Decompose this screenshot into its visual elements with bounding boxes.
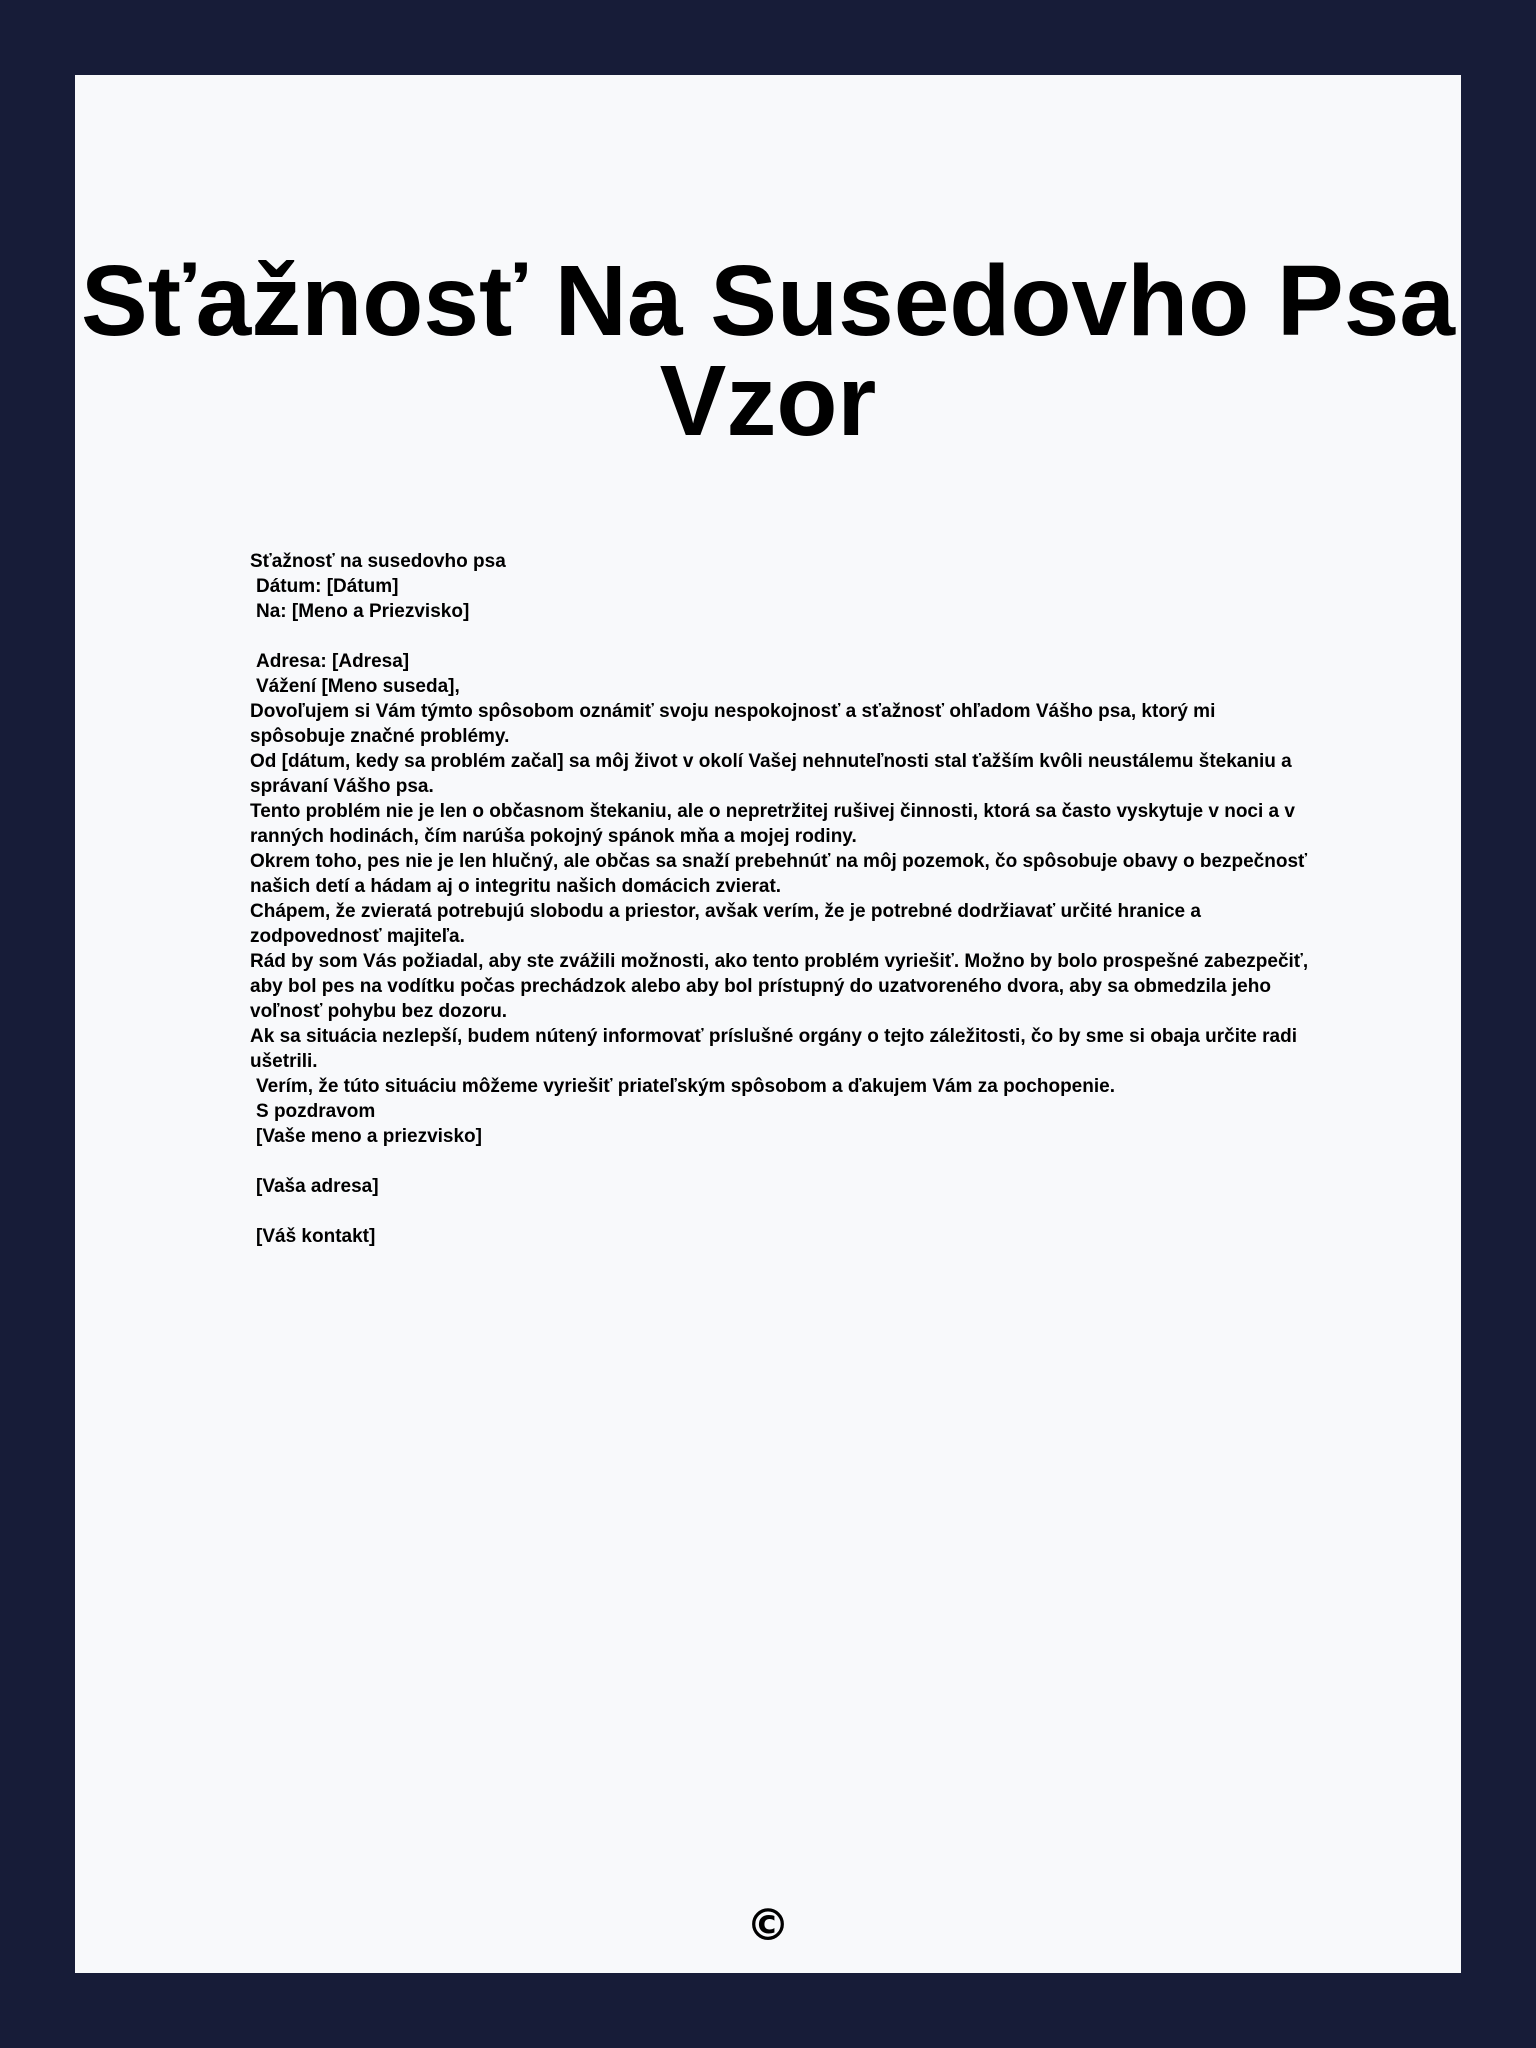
sender-name: [Vaše meno a priezvisko] (256, 1126, 482, 1147)
letter-date: Dátum: [Dátum] (256, 576, 399, 597)
letter-paragraph: Rád by som Vás požiadal, aby ste zvážili možnosti, ako tento problém vyriešiť. Možno by bolo prospešné zabezpečiť, aby bol pes na vodítku počas prechádzok alebo aby bol prístupný do uzatvoreného dvora, aby sa obmedzila jeho voľnosť pohybu bez dozoru. (250, 951, 1309, 1022)
letter-recipient: Na: [Meno a Priezvisko] (256, 601, 470, 622)
letter-salutation: Vážení [Meno suseda], (256, 676, 460, 697)
letter-paragraph: Ak sa situácia nezlepší, budem nútený informovať príslušné orgány o tejto záležitosti, čo by sme si obaja určite radi ušetrili. (250, 1026, 1297, 1072)
letter-paragraph: Od [dátum, kedy sa problém začal] sa môj život v okolí Vašej nehnuteľnosti stal ťažším kvôli neustálemu štekaniu a správaní Vášho psa. (250, 751, 1292, 797)
letter-body (250, 549, 1310, 1249)
sender-contact: [Váš kontakt] (256, 1226, 376, 1247)
page-title-line-1: Sťažnosť Na Susedovho Psa (81, 245, 1455, 357)
letter-paragraph: Dovoľujem si Vám týmto spôsobom oznámiť svoju nespokojnosť a sťažnosť ohľadom Vášho psa, ktorý mi spôsobuje značné problémy. (250, 701, 1216, 747)
letter-paragraph: Okrem toho, pes nie je len hlučný, ale občas sa snaží prebehnúť na môj pozemok, čo spôsobuje obavy o bezpečnosť našich detí a hádam aj o integritu našich domácich zvierat. (250, 851, 1308, 897)
letter-address: Adresa: [Adresa] (256, 651, 410, 672)
page-title-line-2: Vzor (659, 345, 877, 457)
letter-closing-line: Verím, že túto situáciu môžeme vyriešiť priateľským spôsobom a ďakujem Vám za pochopenie. (256, 1076, 1115, 1097)
blank-line (250, 1149, 1310, 1174)
sender-address: [Vaša adresa] (256, 1176, 379, 1197)
copyright-icon: © (746, 1900, 790, 1951)
document-page (75, 75, 1461, 1973)
page-title (55, 245, 1481, 457)
letter-sign-off: S pozdravom (256, 1101, 376, 1122)
letter-heading: Sťažnosť na susedovho psa (250, 551, 506, 572)
letter-paragraph: Chápem, že zvieratá potrebujú slobodu a priestor, avšak verím, že je potrebné dodržiavať určité hranice a zodpovednosť majiteľa. (250, 901, 1201, 947)
blank-line (250, 1199, 1310, 1224)
blank-line (250, 624, 1310, 649)
letter-paragraph: Tento problém nie je len o občasnom štekaniu, ale o nepretržitej rušivej činnosti, ktorá sa často vyskytuje v noci a v ranných hodinách, čím narúša pokojný spánok mňa a mojej rodiny. (250, 801, 1295, 847)
